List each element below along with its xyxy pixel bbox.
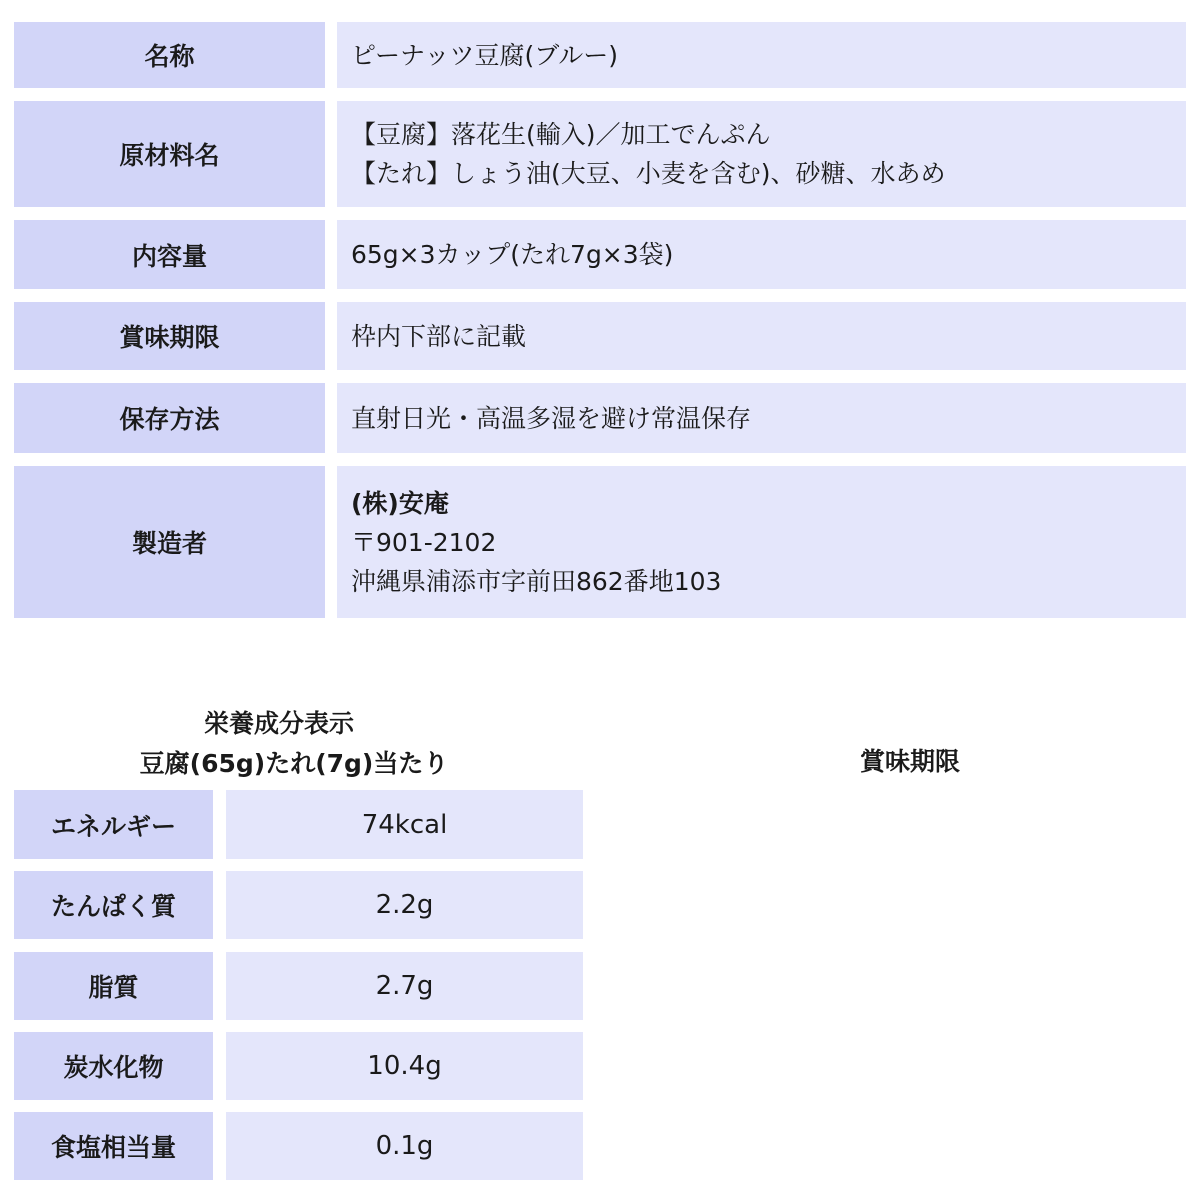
nutrition-label-energy: エネルギー [14,790,213,859]
nutrition-title: 栄養成分表示 [203,709,354,738]
row-label-best-before: 賞味期限 [14,302,325,370]
value-line: 65g×3カップ(たれ7g×3袋) [351,240,674,269]
manufacturer-postcode: 〒901-2102 [351,527,497,557]
row-label-name: 名称 [14,22,325,88]
manufacturer-name: (株)安庵 [351,488,449,518]
row-value-contents [337,220,1186,289]
row-label-ingredients: 原材料名 [14,101,325,207]
nutrition-value-salt: 0.1g [226,1112,583,1180]
nutrition-label-protein: たんぱく質 [14,871,213,939]
value-line: 枠内下部に記載 [351,321,527,351]
row-value-name [337,22,1186,88]
row-value-best-before [337,302,1186,370]
row-value-storage [337,383,1186,453]
row-label-manufacturer: 製造者 [14,466,325,618]
expiry-heading: 賞味期限 [859,747,960,776]
nutrition-value-carbohydrate: 10.4g [226,1032,583,1100]
value-line: 【たれ】しょう油(大豆、小麦を含む)、砂糖、水あめ [351,159,946,188]
nutrition-label-fat: 脂質 [14,952,213,1020]
row-label-contents: 内容量 [14,220,325,289]
row-value-ingredients [337,101,1186,207]
nutrition-label-salt: 食塩相当量 [14,1112,213,1180]
nutrition-value-energy: 74kcal [226,790,583,859]
row-label-storage: 保存方法 [14,383,325,453]
nutrition-value-protein: 2.2g [226,871,583,939]
value-line: ピーナッツ豆腐(ブルー) [351,40,619,70]
row-value-manufacturer [337,466,1186,618]
nutrition-value-fat: 2.7g [226,952,583,1020]
nutrition-label-carbohydrate: 炭水化物 [14,1032,213,1100]
value-line: 【豆腐】落花生(輸入)／加工でんぷん [351,120,771,149]
value-line: 直射日光・高温多湿を避け常温保存 [351,403,752,433]
manufacturer-address: 沖縄県浦添市字前田862番地103 [351,566,722,596]
nutrition-subtitle: 豆腐(65g)たれ(7g)当たり [139,749,449,778]
